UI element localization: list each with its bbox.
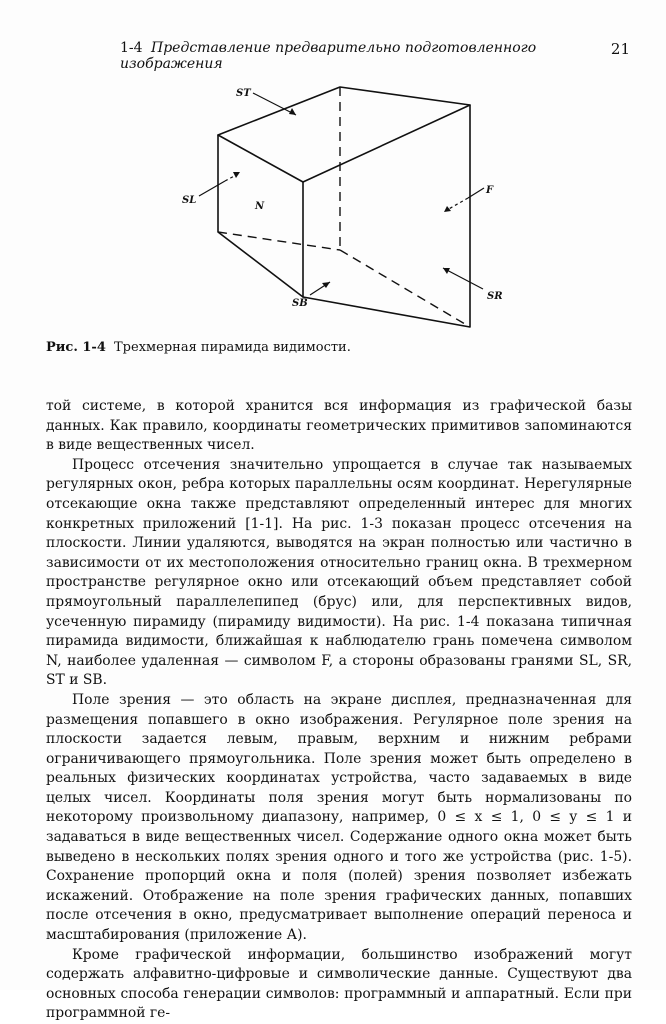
label-st: ST bbox=[236, 88, 251, 99]
label-sr: SR bbox=[487, 291, 503, 302]
figure-caption bbox=[46, 340, 626, 355]
paragraph-4: Кроме графической информации, большинство изображений могут содержать алфавитно-цифровые и символические данные. Существуют два основных способа генерации символов: программный и аппаратный. Если при программной ге- bbox=[46, 946, 632, 1022]
label-n: N bbox=[255, 201, 265, 212]
paragraph-2: Процесс отсечения значительно упрощается в случае так называемых регулярных окон, ребра которых параллельны осям координат. Нерегулярные отсекающие окна также представляют определенный интерес для многих конкретных приложений [1-1]. На рис. 1-3 показан процесс отсечения на плоскости. Линии удаляются, выводятся на экран полностью или частично в зависимости от их местоположения относительно границ окна. В трехмерном пространстве регулярное окно или отсекающий объем представляет собой прямоугольный параллелепипед (брус) или, для перспективных видов, усеченную пирамиду (пирамиду видимости). На рис. 1-4 показана типичная пирамида видимости, ближайшая к наблюдателю грань помечена символом N, наиболее удаленная — символом F, а стороны образованы гранями SL, SR, ST и SB. bbox=[46, 456, 632, 689]
running-header bbox=[120, 40, 630, 72]
viewing-pyramid-figure bbox=[170, 72, 510, 342]
f-normal-dash bbox=[447, 198, 468, 210]
sr-pointer bbox=[443, 268, 483, 289]
sl-pointer bbox=[199, 181, 225, 196]
paragraph-1: той системе, в которой хранится вся информация из графической базы данных. Как правило, координаты геометрических примитивов запоминаются в виде вещественных чисел. bbox=[46, 398, 632, 454]
label-f: F bbox=[486, 185, 494, 196]
section-number: 1-4 bbox=[120, 40, 143, 56]
body-text bbox=[46, 397, 632, 1024]
st-pointer bbox=[253, 93, 296, 115]
chapter-section-title: Представление предварительно подготовленного изображения bbox=[120, 40, 537, 72]
caption-label: Рис. 1-4 bbox=[46, 340, 106, 355]
top-face-edges bbox=[218, 87, 470, 182]
page-number: 21 bbox=[610, 40, 630, 58]
label-sl: SL bbox=[182, 195, 197, 206]
pyramid-diagram bbox=[170, 72, 510, 342]
paragraph-3: Поле зрения — это область на экране дисплея, предназначенная для размещения попавшего в окно изображения. Регулярное поле зрения на плоскости задается левым, правым, верхним и нижним ребрами ограничивающего прямоугольника. Поле зрения может быть определено в реальных физических координатах устройства, часто задаваемых в виде целых чисел. Координаты поля зрения могут быть нормализованы по некоторому произвольному диапазону, например, 0 ≤ x ≤ 1, 0 ≤ y ≤ 1 и задаваться в виде вещественных чисел. Содержание одного окна может быть выведено в нескольких полях зрения одного и того же устройства (рис. 1-5). Сохранение пропорций окна и поля (полей) зрения позволяет избежать искажений. Отображение на поле зрения графических данных, попавших после отсечения в окно, предусматривает выполнение операций переноса и масштабирования (приложение А). bbox=[46, 691, 632, 944]
outer-edges bbox=[218, 105, 470, 327]
f-arrowhead bbox=[444, 206, 451, 212]
hidden-bottom-left-edge bbox=[218, 232, 340, 250]
caption-text: Трехмерная пирамида видимости. bbox=[114, 340, 351, 355]
label-sb: SB bbox=[292, 298, 308, 309]
